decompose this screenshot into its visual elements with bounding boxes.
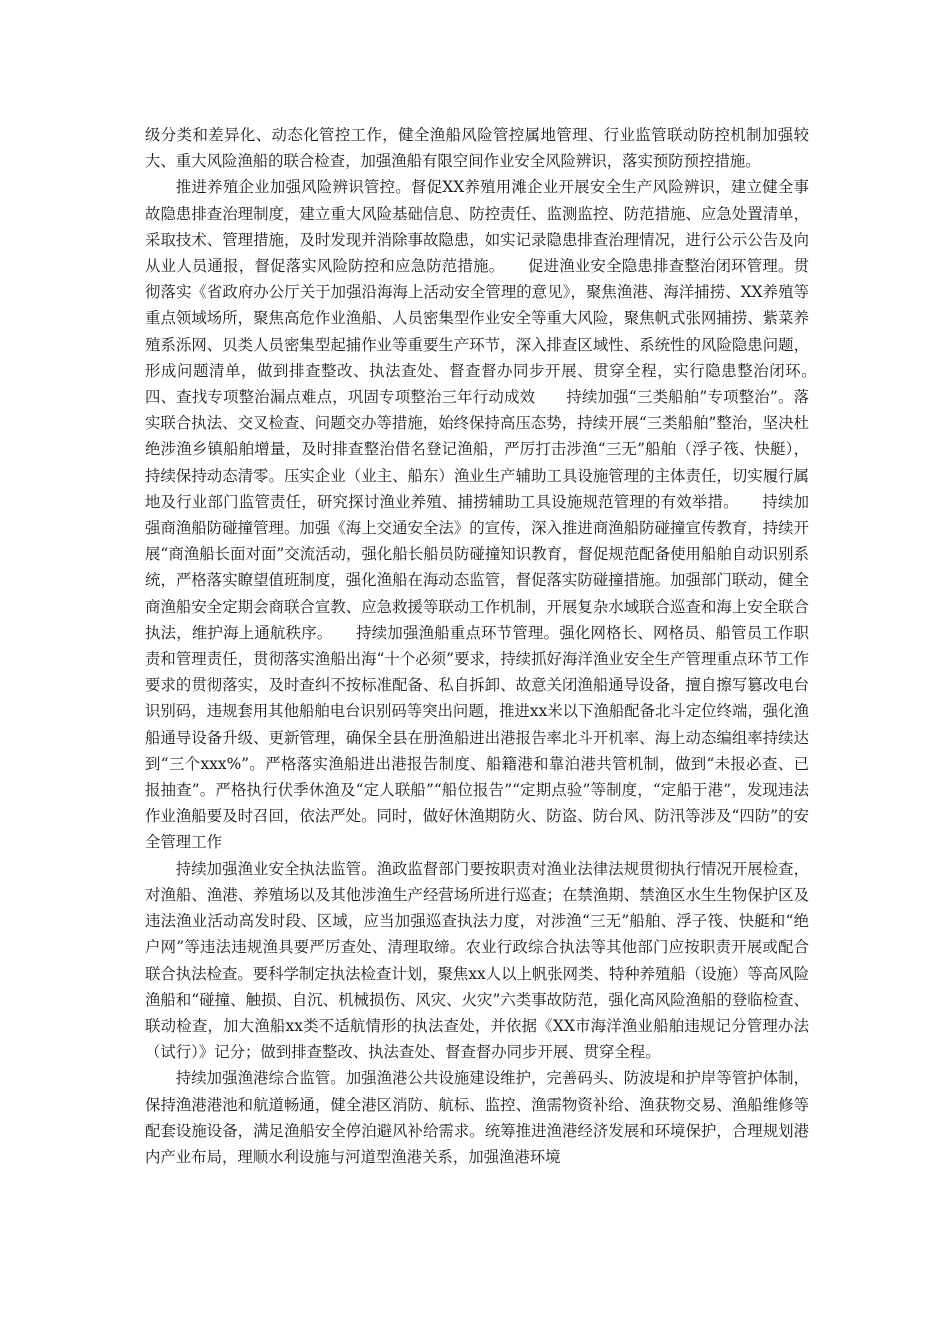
paragraph-law-enforcement: 持续加强渔业安全执法监管。渔政监督部门要按职责对渔业法律法规贯彻执行情况开展检查，对渔船、渔港、养殖场以及其他涉渔生产经营场所进行巡查；在禁渔期、禁渔区水生生物保护区及违法渔业活动高发时段、区域，应当加强巡查执法力度，对涉渔“三无”船舶、浮子筏、快艇和“绝户网”等违法违规渔具要严厉查处、清理取缔。农业行政综合执法等其他部门应按职责开展或配合联合执法检查。要科学制定执法检查计划，聚焦xx人以上帆张网类、特种养殖船（设施）等高风险渔船和“碰撞、触损、自沉、机械损伤、风灾、火灾”六类事故防范，强化高风险渔船的登临检查、联动检查，加大渔船xx类不适航情形的执法查处，并依据《XX市海洋渔业船舶违规记分管理办法（试行）》记分；做到排查整改、执法查处、督查督办同步开展、贯穿全程。 [145, 859, 809, 1062]
paragraph-aquaculture-risk: 推进养殖企业加强风险辨识管控。督促XX养殖用滩企业开展安全生产风险辨识，建立健全事故隐患排查治理制度，建立重大风险基础信息、防控责任、监测监控、防范措施、应急处置清单，采取技术、管理措施，及时发现并消除事故隐患，如实记录隐患排查治理情况，进行公示公告及向从业人员通报，督促落实风险防控和应急防范措施。 促进渔业安全隐患排查整治闭环管理。贯彻落实《省政府办公厅关于加强沿海海上活动安全管理的意见》，聚焦渔港、海洋捕捞、XX养殖等重点领域场所，聚焦高危作业渔船、人员密集型作业安全等重大风险，聚焦帆式张网捕捞、紫菜养殖系泺网、贝类人员密集型起捕作业等重要生产环节，深入排查区域性、系统性的风险隐患问题，形成问题清单，做到排查整改、执法查处、督查督办同步开展、贯穿全程，实行隐患整治闭环。 四、查找专项整治漏点难点，巩固专项整治三年行动成效 持续加强“三类船舶”专项整治”。落实联合执法、交叉检查、问题交办等措施，始终保持高压态势，持续开展“三类船舶”整治，坚决杜绝涉渔乡镇船舶增量，及时排查整治借名登记渔船，严厉打击涉渔“三无”船舶（浮子筏、快艇），持续保持动态清零。压实企业（业主、船东）渔业生产辅助工具设施管理的主体责任，切实履行属地及行业部门监管责任，研究探讨渔业养殖、捕捞辅助工具设施规范管理的有效举措。 持续加强商渔船防碰撞管理。加强《海上交通安全法》的宣传，深入推进商渔船防碰撞宣传教育，持续开展“商渔船长面对面”交流活动，强化船长船员防碰撞知识教育，督促规范配备使用船舶自动识别系统，严格落实瞭望值班制度，强化渔船在海动态监管，督促落实防碰撞措施。加强部门联动，健全商渔船安全定期会商联合宣教、应急救援等联动工作机制，开展复杂水域联合巡查和海上安全联合执法，维护海上通航秩序。 持续加强渔船重点环节管理。强化网格长、网格员、船管员工作职责和管理责任，贯彻落实渔船出海“十个必须”要求，持续抓好海洋渔业安全生产管理重点环节工作要求的贯彻落实，及时查纠不按标准配备、私自拆卸、故意关闭渔船通导设备，擅自擦写篡改电台识别码，违规套用其他船舶电台识别码等突出问题，推进xx米以下渔船配备北斗定位终端，强化渔船通导设备升级、更新管理，确保全县在册渔船进出港报告率北斗开机率、海上动态编组率持续达到“三个xxx%”。严格落实渔船进出港报告制度、船籍港和靠泊港共管机制，做到“未报必查、已报抽查”。严格执行伏季休渔及“定人联船”“船位报告”“定期点验”等制度，“定船于港”，发现违法作业渔船要及时召回，依法严处。同时，做好休渔期防火、防盗、防台风、防汛等涉及“四防”的安全管理工作 [145, 178, 840, 852]
paragraph-risk-control-continuation: 级分类和差异化、动态化管控工作，健全渔船风险管控属地管理、行业监管联动防控机制加强较大、重大风险渔船的联合检查，加强渔船有限空间作业安全风险辨识，落实预防预控措施。 [145, 126, 809, 171]
paragraph-fishing-port-supervision: 持续加强渔港综合监管。加强渔港公共设施建设维护，完善码头、防波堤和护岸等管护体制，保持渔港港池和航道畅通，健全港区消防、航标、监控、渔需物资补给、渔获物交易、渔船维修等配套设施设备，满足渔船安全停泊避风补给需求。统筹推进渔港经济发展和环境保护，合理规划港内产业布局，理顺水利设施与河道型渔港关系，加强渔港环境 [145, 1069, 809, 1166]
document-page [145, 122, 840, 1170]
